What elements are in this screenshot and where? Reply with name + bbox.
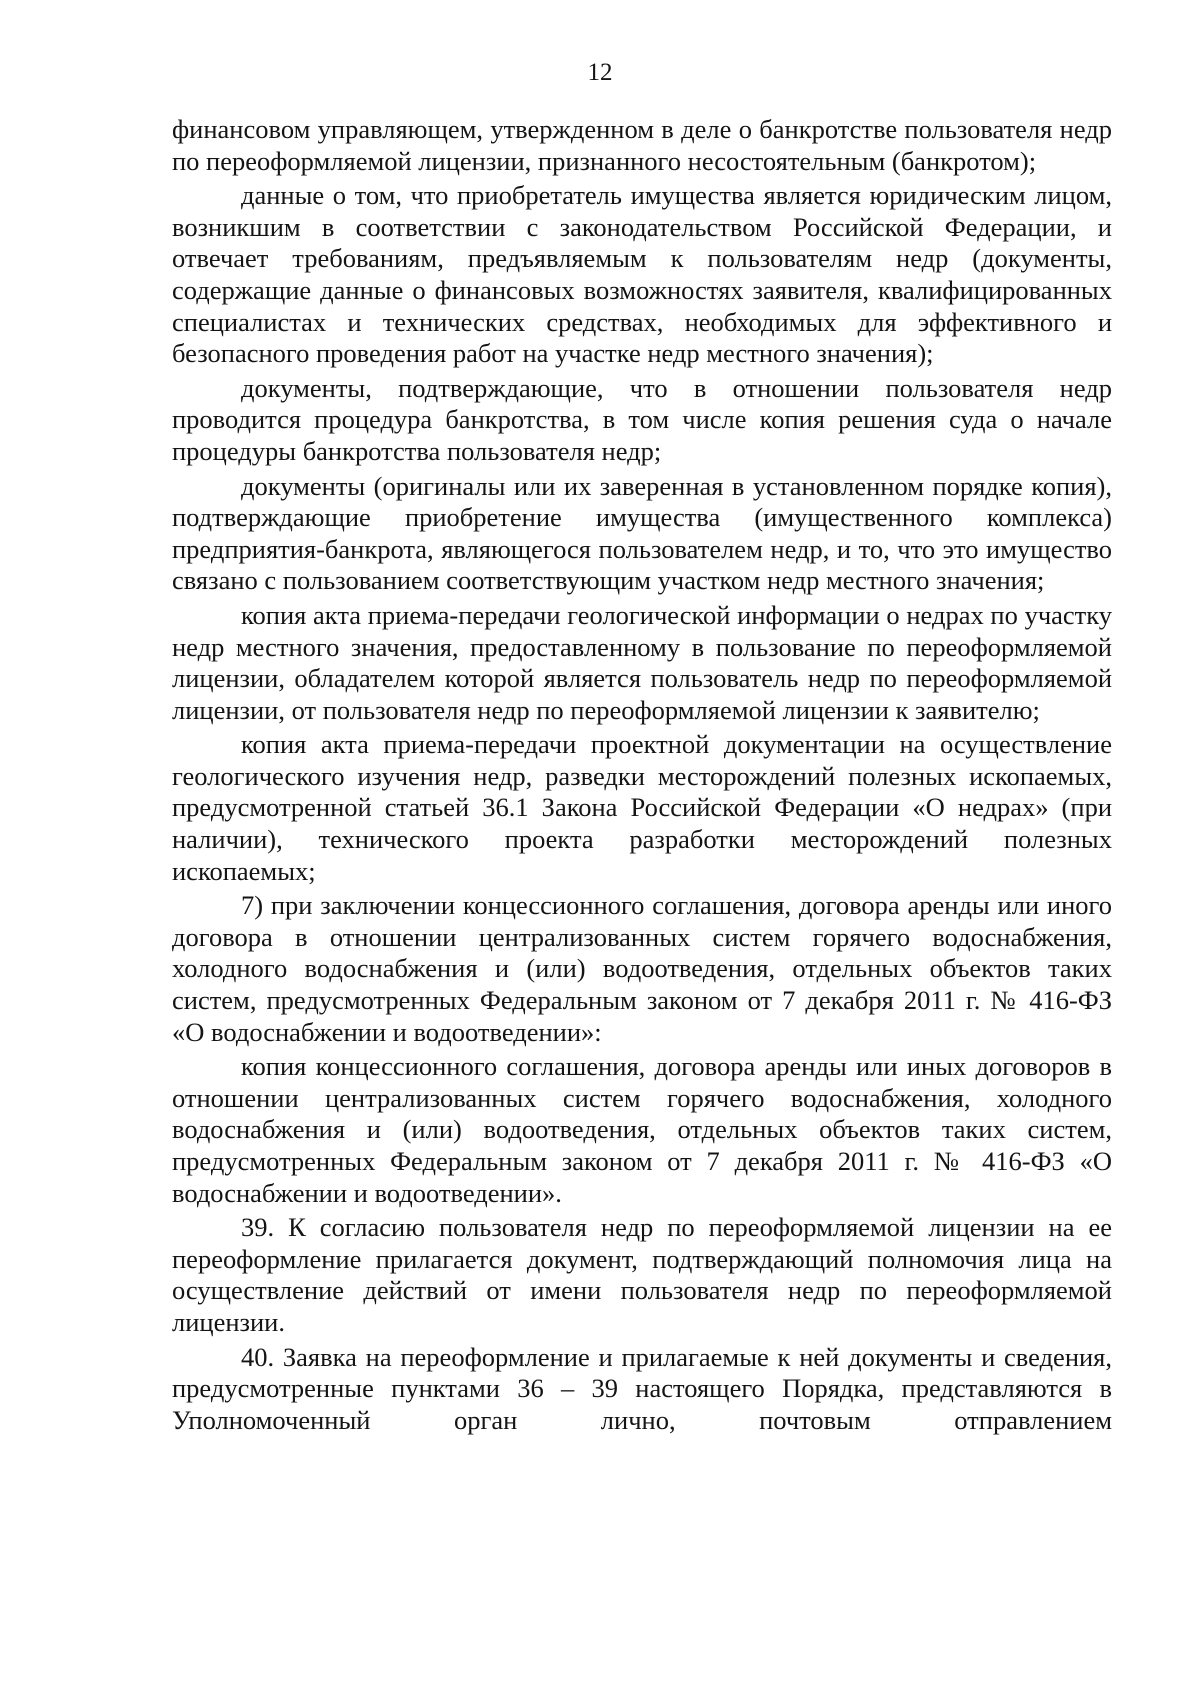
page-number: 12 bbox=[587, 59, 613, 86]
paragraph-geological-info-act: копия акта приема-передачи геологической информации о недрах по участку недр местного значения, предоставленному в пользование по переоформляемой лицензии, обладателем которой является пользователь недр по переоформляемой лицензии, от пользователя недр по переоформляемой лицензии к заявителю; bbox=[172, 599, 1112, 725]
paragraph-financial-manager: финансовом управляющем, утвержденном в деле о банкротстве пользователя недр по переоформляемой лицензии, признанного несостоятельным (банкротом); bbox=[172, 114, 1112, 176]
document-body bbox=[172, 114, 1112, 1439]
paragraph-bankruptcy-documents: документы, подтверждающие, что в отношении пользователя недр проводится процедура банкротства, в том числе копия решения суда о начале процедуры банкротства пользователя недр; bbox=[172, 372, 1112, 466]
paragraph-clause-39: 39. К согласию пользователя недр по переоформляемой лицензии на ее переоформление прилагается документ, подтверждающий полномочия лица на осуществление действий от имени пользователя недр по переоформляемой лицензии. bbox=[172, 1212, 1112, 1337]
paragraph-property-acquisition: документы (оригиналы или их заверенная в установленном порядке копия), подтверждающие приобретение имущества (имущественного комплекса) предприятия-банкрота, являющегося пользователем недр, и то, что это имущество связано с пользованием соответствующим участком недр местного значения; bbox=[172, 470, 1112, 596]
paragraph-concession-copy: копия концессионного соглашения, договора аренды или иных договоров в отношении централизованных систем горячего водоснабжения, холодного водоснабжения и (или) водоотведения, отдельных объектов таких систем, предусмотренных Федеральным законом от 7 декабря 2011 г. № 416-ФЗ «О водоснабжении и водоотведении». bbox=[172, 1051, 1112, 1208]
paragraph-project-documentation-act: копия акта приема-передачи проектной документации на осуществление геологического изучения недр, разведки месторождений полезных ископаемых, предусмотренной статьей 36.1 Закона Российской Федерации «О недрах» (при наличии), технического проекта разработки месторождений полезных ископаемых; bbox=[172, 729, 1112, 886]
paragraph-clause-40: 40. Заявка на переоформление и прилагаемые к ней документы и сведения, предусмотренные пунктами 36 – 39 настоящего Порядка, представляются в Уполномоченный орган лично, почтовым отправлением bbox=[172, 1341, 1112, 1435]
paragraph-acquirer-data: данные о том, что приобретатель имущества является юридическим лицом, возникшим в соответствии с законодательством Российской Федерации, и отвечает требованиям, предъявляемым к пользователям недр (документы, содержащие данные о финансовых возможностях заявителя, квалифицированных специалистах и технических средствах, необходимых для эффективного и безопасного проведения работ на участке недр местного значения); bbox=[172, 180, 1112, 369]
paragraph-item-7-concession: 7) при заключении концессионного соглашения, договора аренды или иного договора в отношении централизованных систем горячего водоснабжения, холодного водоснабжения и (или) водоотведения, отдельных объектов таких систем, предусмотренных Федеральным законом от 7 декабря 2011 г. № 416-ФЗ «О водоснабжении и водоотведении»: bbox=[172, 890, 1112, 1047]
